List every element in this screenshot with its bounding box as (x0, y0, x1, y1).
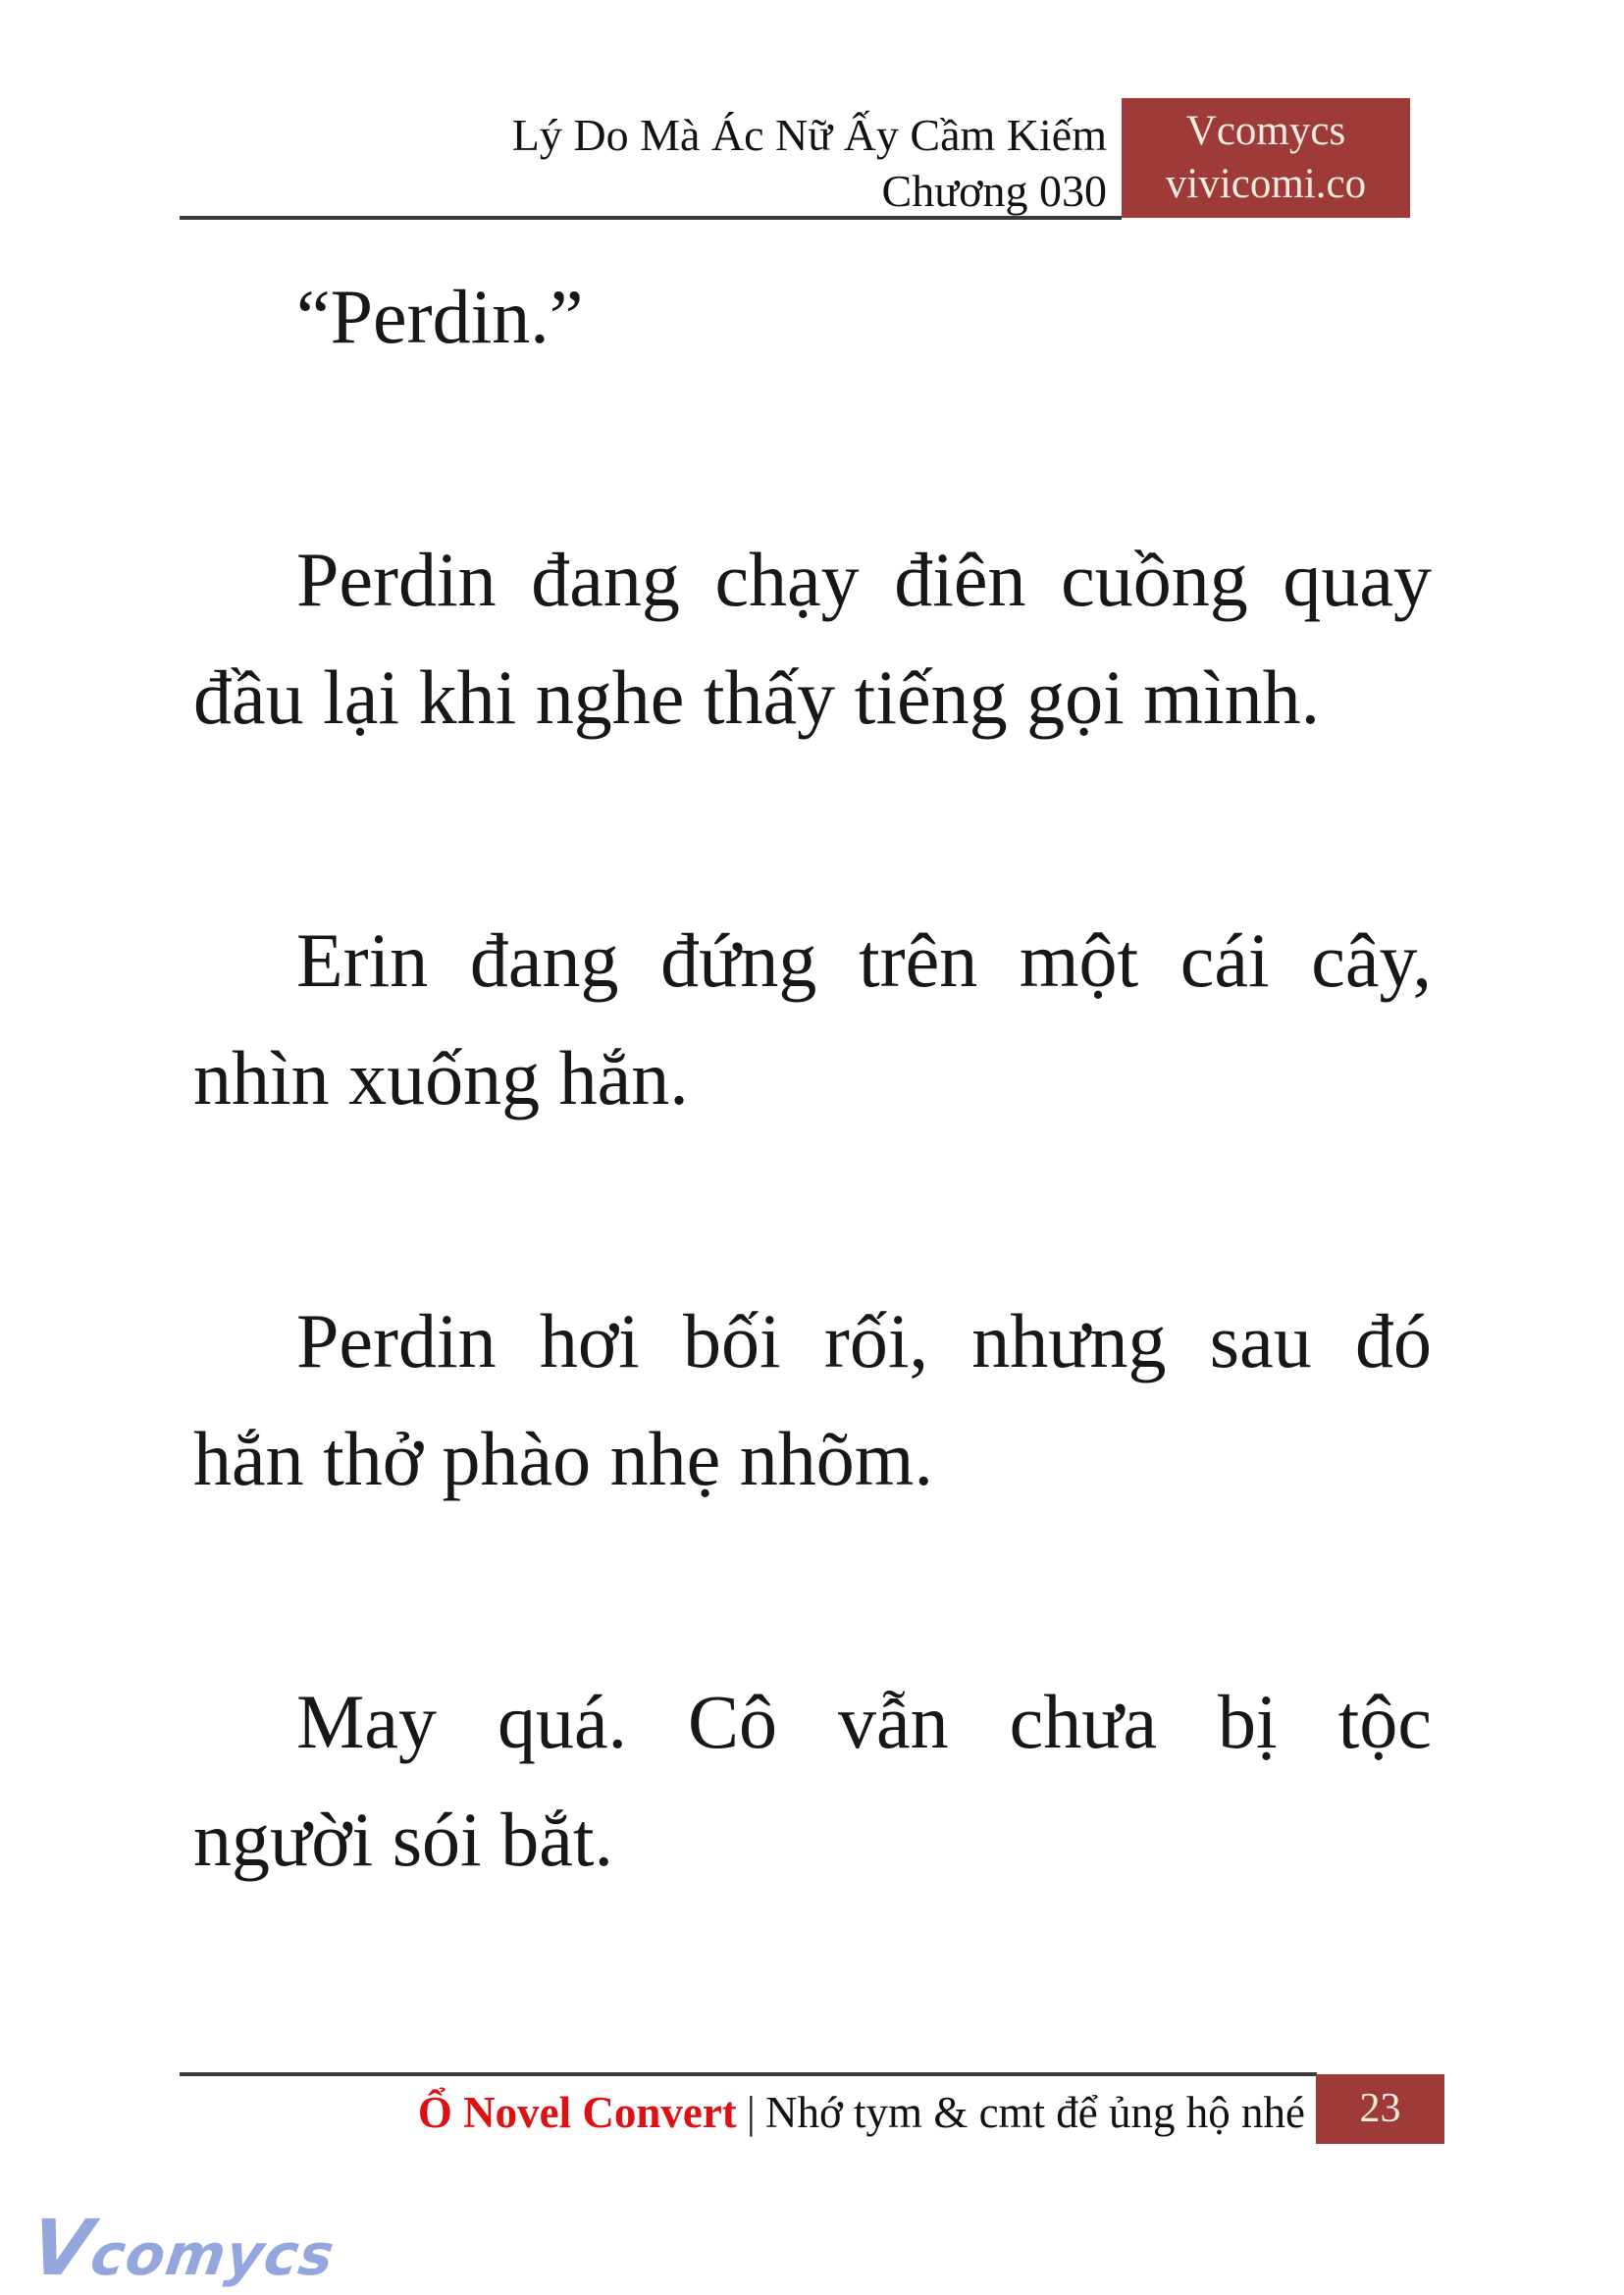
brand-name: Vcomycs (1185, 108, 1346, 154)
word: đang (469, 917, 619, 1003)
word: điên (894, 537, 1026, 622)
word: quay (1283, 537, 1432, 622)
footer-brand: Ổ Novel Convert (417, 2088, 737, 2137)
word: tộc (1337, 1679, 1432, 1764)
footer-separator: | (746, 2087, 757, 2137)
page-number-badge (1316, 2074, 1444, 2144)
word: sau (1209, 1298, 1312, 1383)
word: chạy (714, 537, 860, 622)
word: cây, (1311, 917, 1432, 1003)
word: một (1019, 917, 1139, 1003)
paragraph (193, 1663, 1432, 1899)
body-text (193, 258, 1432, 2044)
novel-title: Lý Do Mà Ác Nữ Ấy Cầm Kiếm (511, 110, 1107, 160)
text-line (193, 521, 1432, 639)
paragraph (193, 521, 1432, 756)
word: đang (531, 537, 680, 622)
brand-site: vivicomi.co (1165, 161, 1367, 207)
word: nhưng (971, 1298, 1167, 1383)
text-line: đầu lại khi nghe thấy tiếng gọi mình. (193, 654, 1321, 740)
text-line: nhìn xuống hắn. (193, 1035, 689, 1121)
text-line: người sói bắt. (193, 1797, 614, 1882)
word: Erin (296, 917, 429, 1003)
paragraph (193, 1282, 1432, 1518)
word: cuồng (1061, 537, 1248, 622)
text-line (193, 1282, 1432, 1400)
footer-message: Nhớ tym & cmt để ủng hộ nhé (765, 2088, 1305, 2137)
chapter-number: Chương 030 (881, 166, 1107, 216)
vcomycs-logo-watermark: Vcomycs (26, 2204, 340, 2293)
word: trên (858, 917, 978, 1003)
word: bị (1218, 1679, 1278, 1764)
word: hơi (539, 1298, 640, 1383)
header-brand-box (1122, 98, 1410, 218)
word: cái (1179, 917, 1270, 1003)
text-line: “Perdin.” (296, 274, 584, 359)
word: May (296, 1679, 437, 1764)
word: đó (1354, 1298, 1432, 1383)
paragraph (193, 258, 1432, 376)
text-line: hắn thở phào nhẹ nhõm. (193, 1416, 933, 1501)
word: đứng (660, 917, 817, 1003)
header-divider (180, 216, 1122, 220)
paragraph (193, 902, 1432, 1137)
word: chưa (1009, 1679, 1158, 1764)
word: vẫn (838, 1679, 949, 1764)
footer-text (418, 2086, 1305, 2139)
text-line (193, 902, 1432, 1019)
page-number: 23 (1359, 2086, 1401, 2131)
chapter-heading (512, 107, 1107, 219)
word: quá. (497, 1679, 628, 1764)
word: rối, (823, 1298, 929, 1383)
word: bối (683, 1298, 781, 1383)
word: Cô (688, 1679, 778, 1764)
text-line (193, 1663, 1432, 1781)
word: Perdin (296, 1298, 497, 1383)
word: Perdin (296, 537, 497, 622)
footer-divider (180, 2072, 1317, 2076)
